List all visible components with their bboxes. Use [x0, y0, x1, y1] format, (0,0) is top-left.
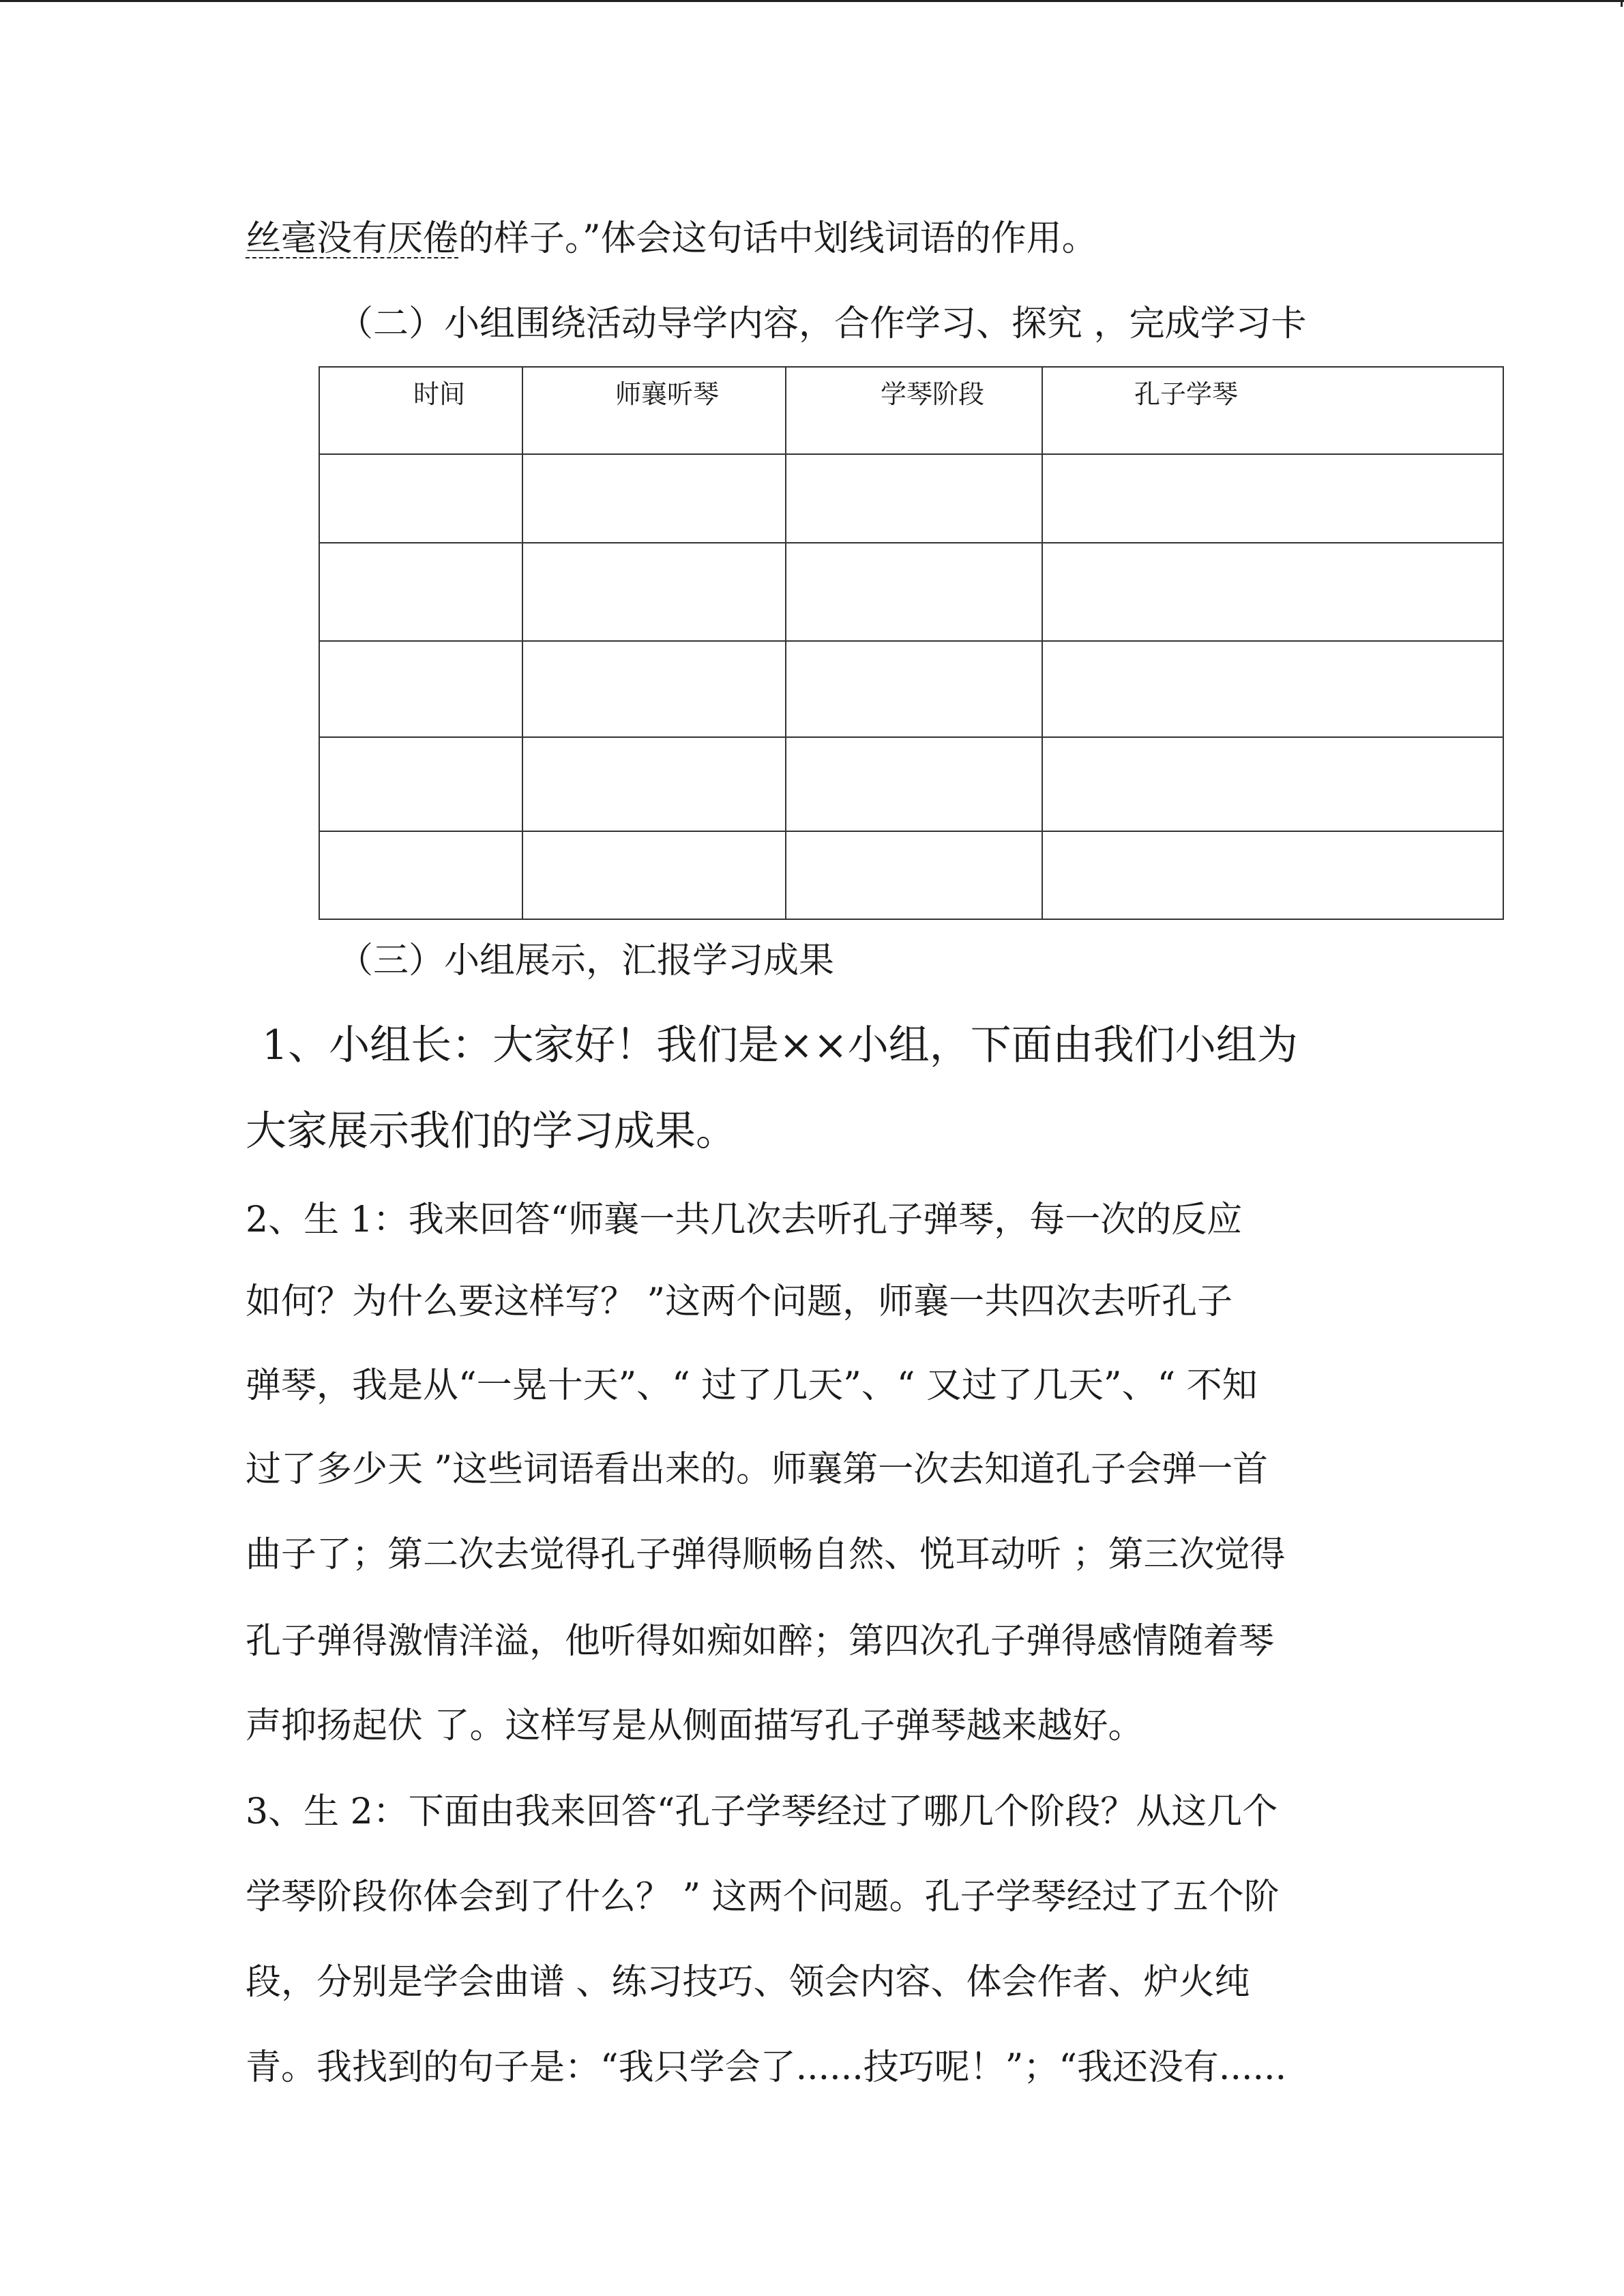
page-corner-mark [1621, 0, 1623, 7]
p2-line-1: 2、生 1：我来回答“师襄一共几次去听孔子弹琴，每一次的反应 [246, 1199, 1243, 1240]
header-learning-stage: 学琴阶段 [786, 367, 1042, 454]
table-cell[interactable] [1042, 737, 1503, 831]
table-cell[interactable] [1042, 543, 1503, 641]
p2-line-5: 曲子了；第二次去觉得孔子弹得顺畅自然、悦耳动听 ；第三次觉得 [246, 1534, 1286, 1575]
header-time: 时间 [319, 367, 522, 454]
table-cell[interactable] [786, 543, 1042, 641]
header-shixiang-listens: 师襄听琴 [522, 367, 786, 454]
table-cell[interactable] [522, 543, 786, 641]
header-confucius-learns: 孔子学琴 [1042, 367, 1503, 454]
table-cell[interactable] [319, 454, 522, 543]
p3-line-1: 3、生 2：下面由我来回答“孔子学琴经过了哪几个阶段？从这几个 [246, 1791, 1278, 1832]
table-cell[interactable] [522, 831, 786, 919]
p2-line-7: 声抑扬起伏 了。这样写是从侧面描写孔子弹琴越来越好。 [246, 1705, 1144, 1746]
page-top-border [0, 0, 1624, 2]
p2-line-2: 如何？为什么要这样写？ ”这两个问题，师襄一共四次去听孔子 [246, 1281, 1233, 1322]
table-row [319, 543, 1503, 641]
table-cell[interactable] [786, 641, 1042, 737]
table-cell[interactable] [786, 831, 1042, 919]
table-cell[interactable] [319, 641, 522, 737]
section-2-heading: （二）小组围绕活动导学内容，合作学习、探究 ，完成学习卡 [338, 303, 1307, 344]
section-3-heading: （三）小组展示，汇报学习成果 [338, 940, 835, 981]
table-cell[interactable] [1042, 454, 1503, 543]
table-cell[interactable] [1042, 831, 1503, 919]
p1-line-1: 1、小组长：大家好！我们是××小组，下面由我们小组为 [262, 1022, 1298, 1069]
p2-line-3: 弹琴，我是从“一晃十天”、“ 过了几天”、“ 又过了几天”、“ 不知 [246, 1365, 1258, 1406]
table-row [319, 641, 1503, 737]
table-cell[interactable] [522, 737, 786, 831]
p2-line-6: 孔子弹得激情洋溢，他听得如痴如醉；第四次孔子弹得感情随着琴 [246, 1621, 1275, 1662]
underlined-phrase: 丝毫没有厌倦 [246, 218, 459, 259]
table-cell[interactable] [522, 641, 786, 737]
table-cell[interactable] [786, 454, 1042, 543]
table-cell[interactable] [786, 737, 1042, 831]
table-row [319, 831, 1503, 919]
p2-line-4: 过了多少天 ”这些词语看出来的。师襄第一次去知道孔子会弹一首 [246, 1449, 1269, 1490]
table-header-row [319, 367, 1503, 454]
table-cell[interactable] [319, 831, 522, 919]
table-cell[interactable] [522, 454, 786, 543]
study-card-table [319, 366, 1504, 920]
p3-line-4: 青。我找到的句子是：“我只学会了......技巧呢！”；“我还没有...... [246, 2047, 1287, 2088]
intro-rest: 的样子。”体会这句话中划线词语的作用。 [458, 218, 1097, 259]
table-cell[interactable] [319, 543, 522, 641]
table-cell[interactable] [319, 737, 522, 831]
table-row [319, 737, 1503, 831]
p3-line-2: 学琴阶段你体会到了什么？ ” 这两个问题。孔子学琴经过了五个阶 [246, 1877, 1280, 1918]
table-row [319, 454, 1503, 543]
intro-line [246, 215, 1097, 263]
table-cell[interactable] [1042, 641, 1503, 737]
p3-line-3: 段，分别是学会曲谱 、练习技巧、领会内容、体会作者、炉火纯 [246, 1962, 1250, 2003]
p1-line-2: 大家展示我们的学习成果。 [246, 1107, 737, 1155]
